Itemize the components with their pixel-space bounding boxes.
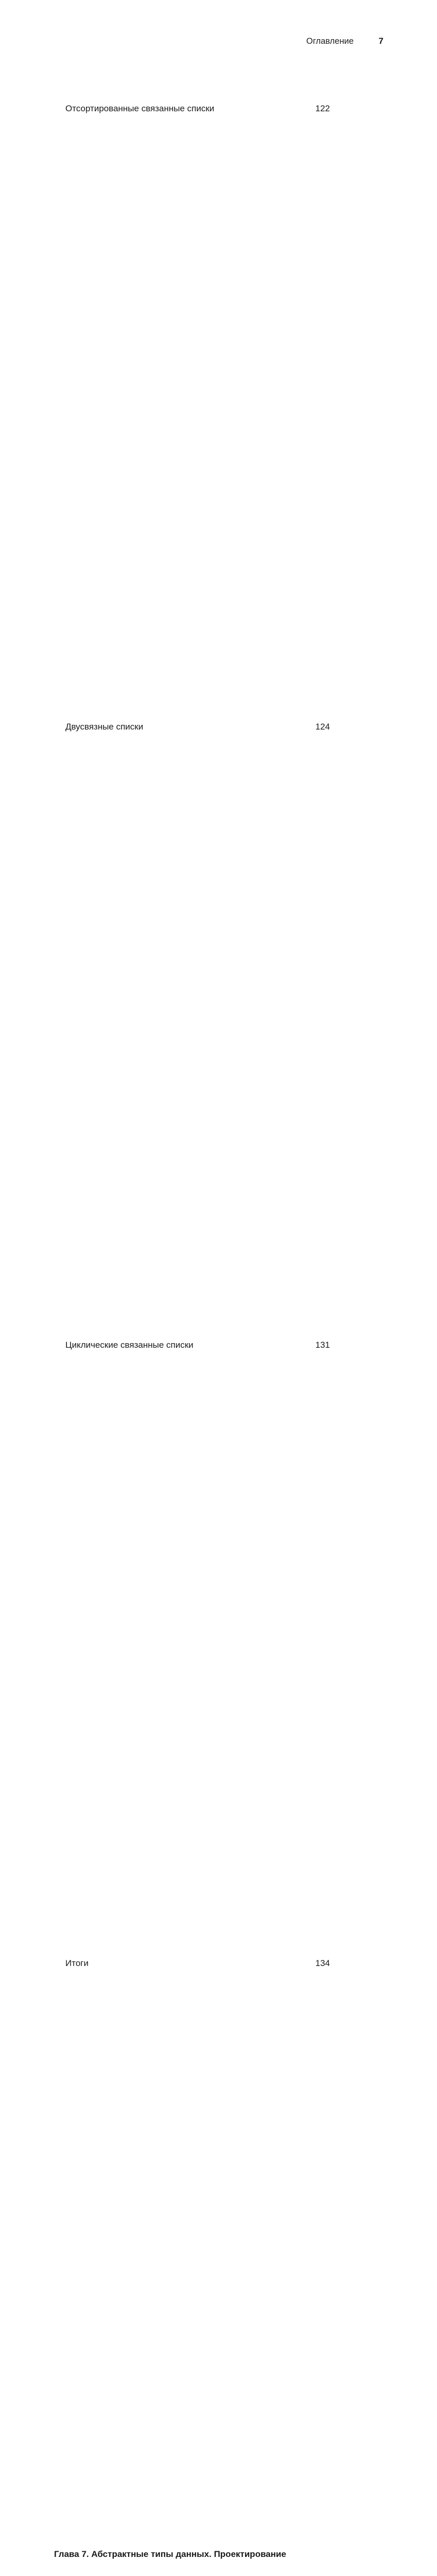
toc-chapter-line [54,2562,383,2576]
toc-entry-page-number: 122 [221,65,383,683]
running-head-page-number: 7 [378,36,383,46]
toc-section [54,65,383,2538]
toc-list [54,65,383,2576]
toc-entry-label: Итоги [65,1958,89,1968]
toc-entry [54,1301,383,1920]
toc-chapter-section [54,2547,383,2576]
toc-chapter-heading [54,2547,383,2576]
running-head-title: Оглавление [306,37,354,46]
page-header [54,36,383,46]
toc-chapter-line-label: Глава 7. Абстрактные типы данных. Проектирование [54,2549,286,2559]
toc-entry [54,683,383,1301]
toc-entry-page-number: 131 [201,1301,383,1920]
toc-entry-label: Циклические связанные списки [65,1340,194,1350]
toc-entry-page-number: 134 [96,1920,383,2538]
toc-entry [54,65,383,683]
toc-chapter-line-page-number [273,2562,383,2576]
toc-entry-label: Отсортированные связанные списки [65,104,215,113]
toc-entry [54,1920,383,2538]
toc-entry-label: Двусвязные списки [65,722,144,732]
toc-chapter-line [54,2547,383,2562]
toc-entry-page-number: 124 [150,683,383,1301]
